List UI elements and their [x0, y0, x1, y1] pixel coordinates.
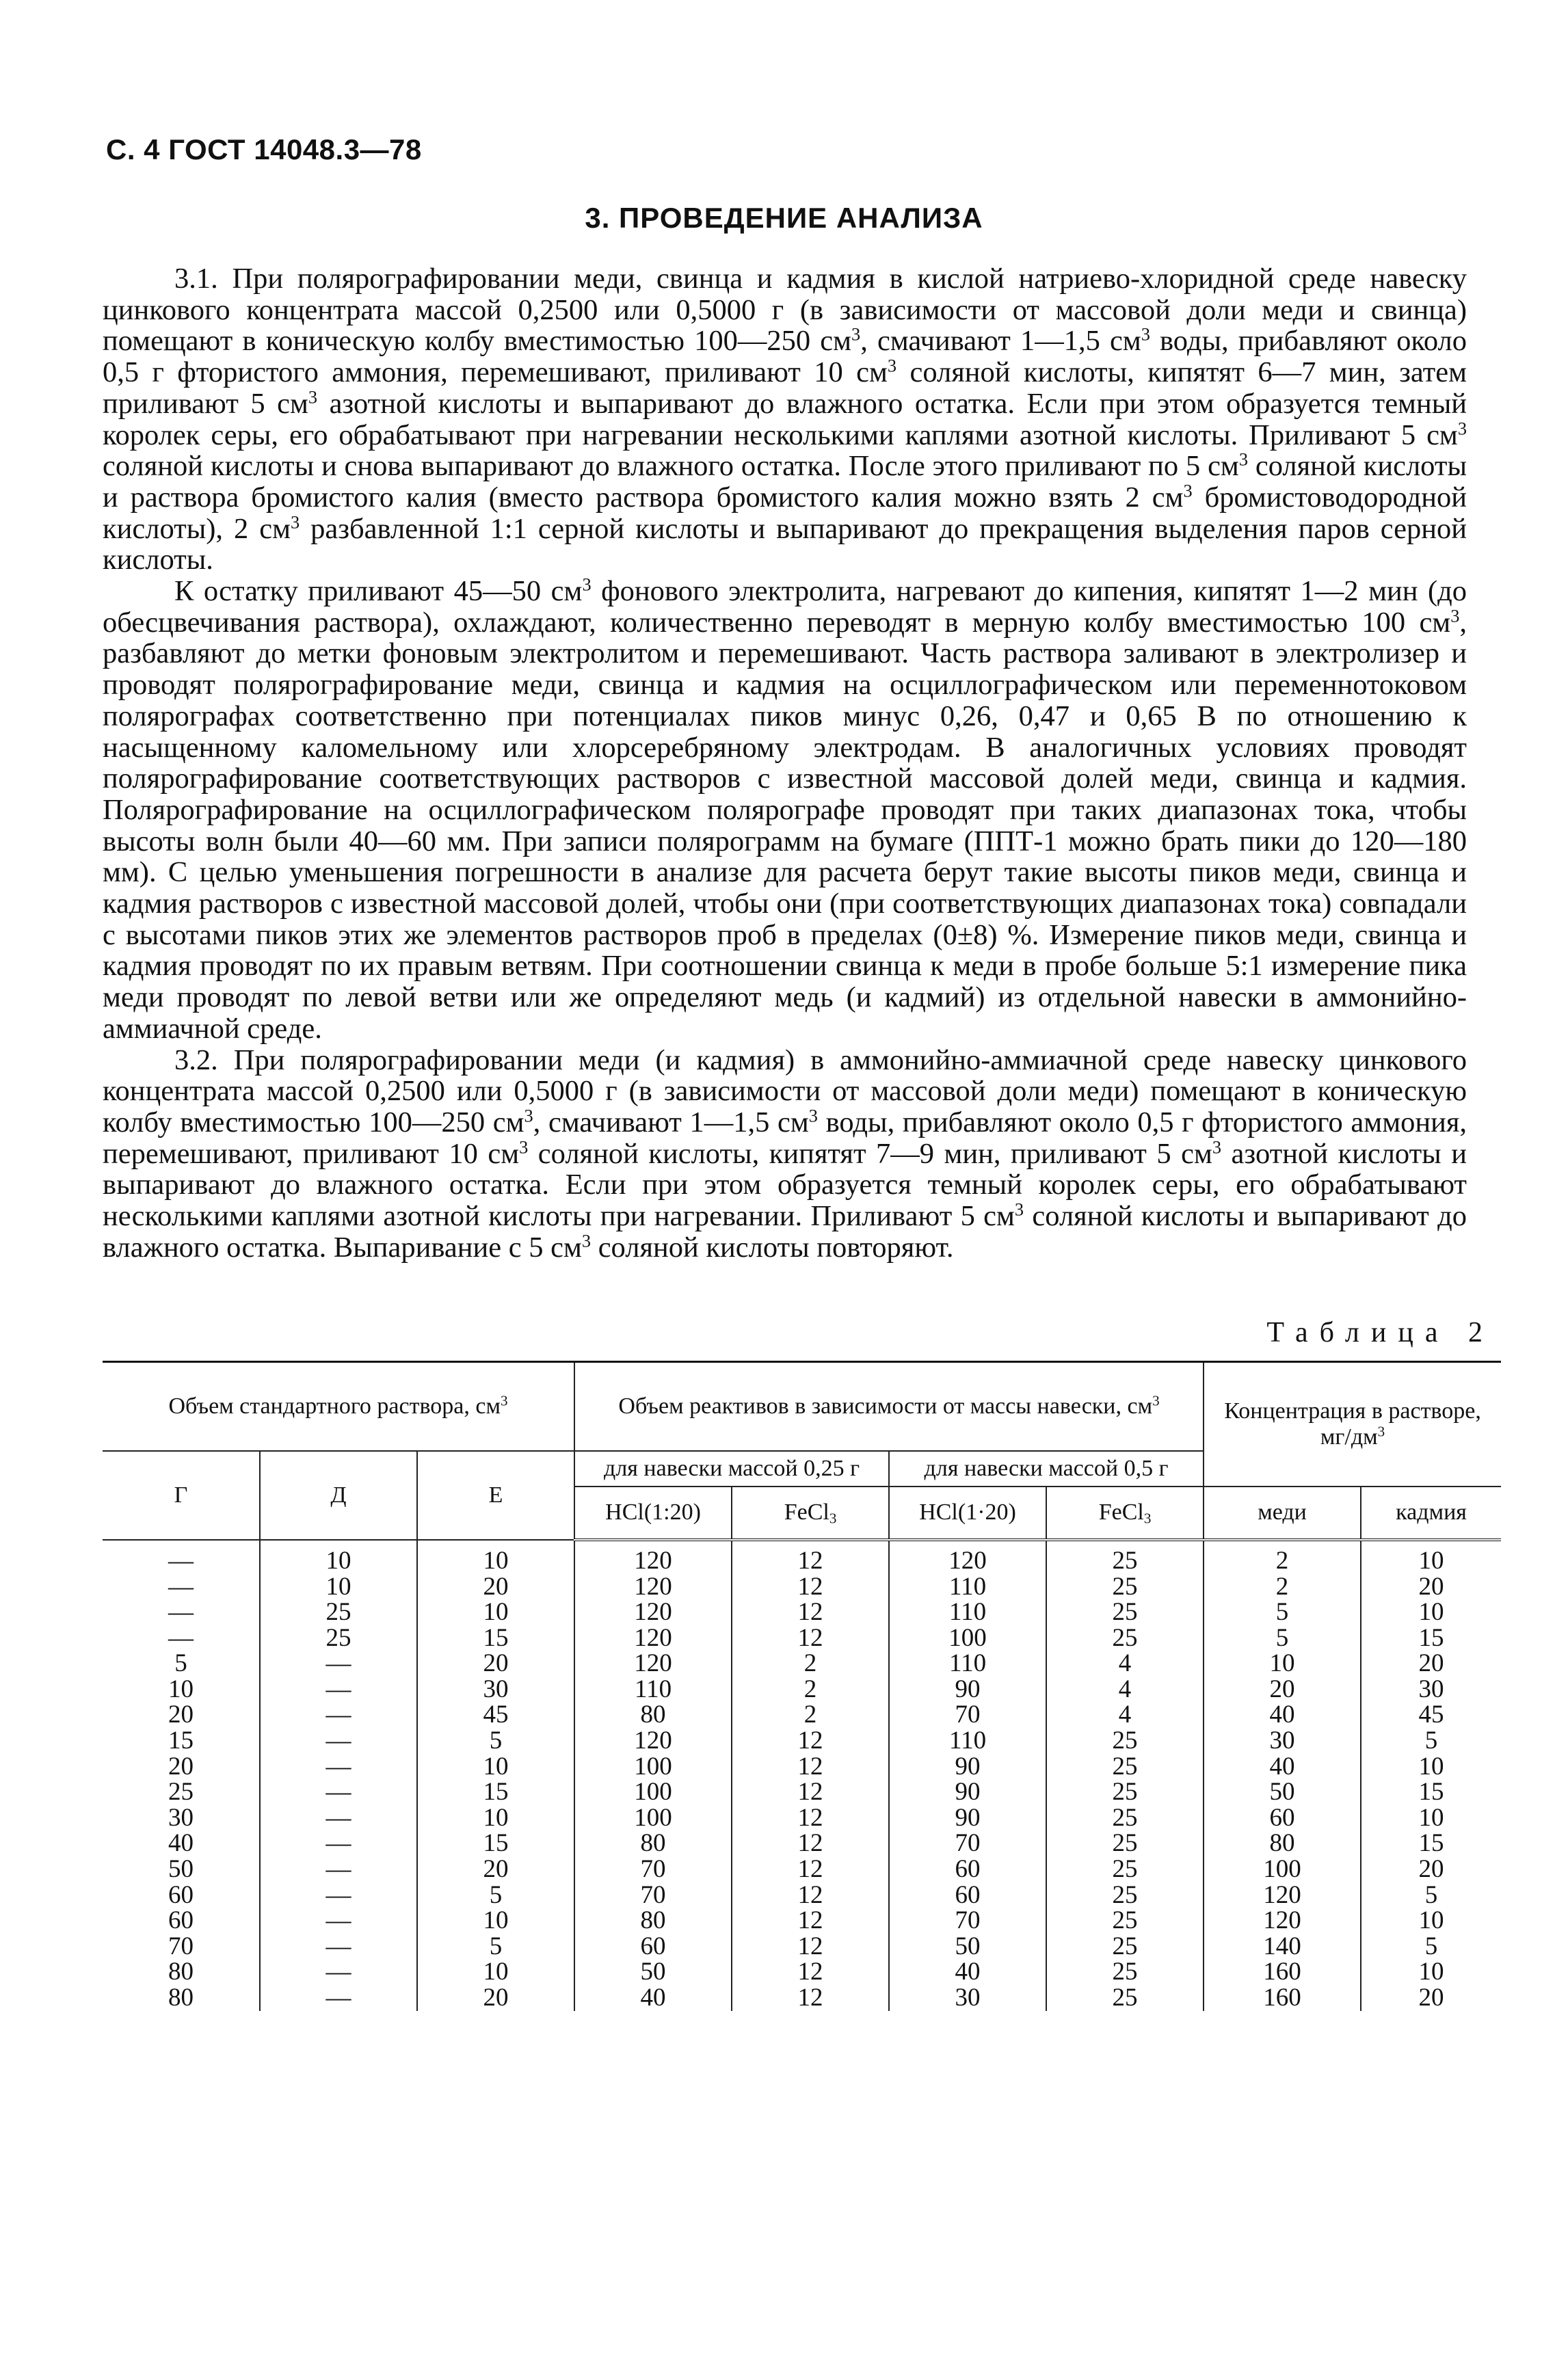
table-cell: 10 — [260, 1574, 417, 1600]
table-cell: 25 — [1046, 1728, 1204, 1754]
table-cell: 15 — [103, 1728, 260, 1754]
table-caption: Таблица 2 — [1266, 1317, 1494, 1348]
page-header: С. 4 ГОСТ 14048.3—78 — [106, 133, 422, 165]
table-cell: 80 — [574, 1702, 732, 1728]
table-cell: 10 — [1361, 1959, 1501, 1985]
table-cell: 70 — [574, 1882, 732, 1908]
table-cell: 12 — [732, 1779, 889, 1805]
table-cell: 5 — [417, 1882, 574, 1908]
table-cell: 25 — [1046, 1754, 1204, 1780]
table-cell: 70 — [889, 1702, 1046, 1728]
table-cell: 160 — [1204, 1985, 1361, 2011]
header-fecl3-025: FeCl$_3$ — [732, 1487, 889, 1540]
table-cell: 5 — [1361, 1882, 1501, 1908]
table-cell: 20 — [103, 1702, 260, 1728]
table-cell: 45 — [1361, 1702, 1501, 1728]
table-cell: 5 — [1361, 1934, 1501, 1960]
table-row — [103, 1959, 1501, 1985]
table-cell: 25 — [1046, 1574, 1204, 1600]
table-cell: 25 — [260, 1599, 417, 1625]
table-cell: 25 — [1046, 1540, 1204, 1574]
table-row — [103, 1754, 1501, 1780]
table-cell: 12 — [732, 1908, 889, 1934]
table-cell: 15 — [417, 1830, 574, 1856]
table-cell: 12 — [732, 1599, 889, 1625]
table-cell: — — [260, 1856, 417, 1882]
table-cell: 12 — [732, 1754, 889, 1780]
body-text — [103, 263, 1467, 1264]
paragraph-3-1: 3.1. При полярографировании меди, свинца и кадмия в кислой натриево-хлоридной среде навеску цинкового концентрата массой 0,2500 или 0,5000 г (в зависимости от массовой доли меди и свинца) помещают в коническую колбу вместимостью 100—250 $см^3$, смачивают 1—1,5 $см^3$ воды, прибавляют около 0,5 г фтористого аммония, перемешивают, приливают 10 $см^3$ соляной кислоты, кипятят 6—7 мин, затем приливают 5 $см^3$ азотной кислоты и выпаривают до влажного остатка. Если при этом образуется темный королек серы, его обрабатывают при нагревании несколькими каплями азотной кислоты. Приливают 5 $см^3$ соляной кислоты и снова выпаривают до влажного остатка. После этого приливают по 5 $см^3$ соляной кислоты и раствора бромистого калия (вместо раствора бромистого калия можно взять 2 $см^3$ бромистоводородной кислоты), 2 $см^3$ разбавленной 1:1 серной кислоты и выпаривают до прекращения выделения паров серной кислоты. — [103, 263, 1467, 576]
table-cell: — — [260, 1805, 417, 1831]
paragraph-3-2: 3.2. При полярографировании меди (и кадмия) в аммонийно-аммиачной среде навеску цинкового концентрата массой 0,2500 или 0,5000 г (в зависимости от массовой доли меди) помещают в коническую колбу вместимостью 100—250 $см^3$, смачивают 1—1,5 $см^3$ воды, прибавляют около 0,5 г фтористого аммония, перемешивают, приливают 10 $см^3$ соляной кислоты, кипятят 7—9 мин, приливают 5 $см^3$ азотной кислоты и выпаривают до влажного остатка. Если при этом образуется темный королек серы, его обрабатывают несколькими каплями азотной кислоты при нагревании. Приливают 5 $см^3$ соляной кислоты и выпаривают до влажного остатка. Выпаривание с 5 $см^3$ соляной кислоты повторяют. — [103, 1043, 1467, 1264]
table-cell: 110 — [889, 1574, 1046, 1600]
table-cell: 25 — [1046, 1882, 1204, 1908]
table-cell: 25 — [1046, 1830, 1204, 1856]
header-hcl-025: HCl(1:20) — [574, 1487, 732, 1540]
table-cell: 25 — [1046, 1805, 1204, 1831]
table-cell: 25 — [1046, 1985, 1204, 2011]
table-cell: 50 — [1204, 1779, 1361, 1805]
table-cell: 80 — [1204, 1830, 1361, 1856]
table-row — [103, 1934, 1501, 1960]
table-cell: 120 — [1204, 1882, 1361, 1908]
table-cell: 12 — [732, 1882, 889, 1908]
table-cell: 50 — [574, 1959, 732, 1985]
table-cell: — — [260, 1702, 417, 1728]
table-row — [103, 1882, 1501, 1908]
table-cell: 70 — [889, 1908, 1046, 1934]
header-reagent-volume: Объем реактивов в зависимости от массы навески, $см^3$ — [574, 1362, 1204, 1451]
header-col-e: Е — [417, 1451, 574, 1540]
table-cell: 100 — [889, 1625, 1046, 1651]
table-cell: 40 — [574, 1985, 732, 2011]
table-cell: 2 — [1204, 1574, 1361, 1600]
data-table — [103, 1361, 1501, 2011]
table-row — [103, 1677, 1501, 1703]
table-cell: 20 — [1361, 1856, 1501, 1882]
table-cell: 90 — [889, 1805, 1046, 1831]
table-cell: 10 — [417, 1908, 574, 1934]
table-cell: 20 — [417, 1574, 574, 1600]
table-cell: 60 — [103, 1908, 260, 1934]
table-cell: 110 — [889, 1599, 1046, 1625]
table-row — [103, 1830, 1501, 1856]
table-cell: 2 — [732, 1677, 889, 1703]
table-cell: 100 — [574, 1779, 732, 1805]
table-cell: 45 — [417, 1702, 574, 1728]
table-cell: 120 — [574, 1728, 732, 1754]
header-fecl3-05: FeCl$_3$ — [1046, 1487, 1204, 1540]
table-cell: 10 — [417, 1959, 574, 1985]
table-cell: 12 — [732, 1985, 889, 2011]
table-cell: 120 — [574, 1574, 732, 1600]
table-cell: 15 — [1361, 1830, 1501, 1856]
table-cell: 120 — [889, 1540, 1046, 1574]
table-cell: 70 — [103, 1934, 260, 1960]
table-cell: — — [260, 1882, 417, 1908]
table-cell: 5 — [1204, 1625, 1361, 1651]
table-cell: — — [260, 1779, 417, 1805]
table-cell: 15 — [1361, 1625, 1501, 1651]
table-cell: 20 — [1361, 1574, 1501, 1600]
table-cell: 25 — [103, 1779, 260, 1805]
table-cell: 120 — [574, 1599, 732, 1625]
table-row — [103, 1625, 1501, 1651]
table-cell: 12 — [732, 1805, 889, 1831]
header-col-g: Г — [103, 1451, 260, 1540]
table-cell: 40 — [103, 1830, 260, 1856]
table-cell: 20 — [103, 1754, 260, 1780]
table-cell: — — [260, 1677, 417, 1703]
table-cell: 120 — [574, 1625, 732, 1651]
table-cell: — — [260, 1985, 417, 2011]
table-row — [103, 1574, 1501, 1600]
table-cell: 110 — [889, 1728, 1046, 1754]
table-cell: 25 — [1046, 1625, 1204, 1651]
table-cell: 25 — [1046, 1908, 1204, 1934]
table-row — [103, 1540, 1501, 1574]
table-cell: 110 — [574, 1677, 732, 1703]
table-cell: 40 — [889, 1959, 1046, 1985]
table-cell: 30 — [889, 1985, 1046, 2011]
table-cell: 10 — [260, 1540, 417, 1574]
table-cell: 12 — [732, 1934, 889, 1960]
table-cell: 90 — [889, 1779, 1046, 1805]
table-cell: 5 — [417, 1728, 574, 1754]
table-row — [103, 1651, 1501, 1677]
table-cell: 160 — [1204, 1959, 1361, 1985]
table-cell: 30 — [1361, 1677, 1501, 1703]
table-row — [103, 1908, 1501, 1934]
table-cell: 4 — [1046, 1702, 1204, 1728]
table-cell: 4 — [1046, 1677, 1204, 1703]
table-cell: — — [103, 1574, 260, 1600]
table-cell: — — [260, 1754, 417, 1780]
table-cell: 50 — [103, 1856, 260, 1882]
table-cell: 15 — [417, 1625, 574, 1651]
table-cell: 20 — [1361, 1651, 1501, 1677]
table-cell: 25 — [1046, 1856, 1204, 1882]
table-cell: 12 — [732, 1574, 889, 1600]
table-cell: — — [260, 1728, 417, 1754]
table-cell: 20 — [417, 1985, 574, 2011]
table-cell: 80 — [103, 1985, 260, 2011]
table-cell: 100 — [1204, 1856, 1361, 1882]
header-mass-025: для навески массой 0,25 г — [574, 1451, 889, 1487]
table-cell: 140 — [1204, 1934, 1361, 1960]
table-cell: 80 — [574, 1830, 732, 1856]
table-cell: 10 — [417, 1805, 574, 1831]
table-cell: 10 — [1361, 1754, 1501, 1780]
table-cell: 10 — [417, 1540, 574, 1574]
table-cell: 60 — [574, 1934, 732, 1960]
table-cell: 100 — [574, 1805, 732, 1831]
table-cell: 30 — [1204, 1728, 1361, 1754]
table-row — [103, 1702, 1501, 1728]
table-cell: 80 — [103, 1959, 260, 1985]
table-cell: 5 — [103, 1651, 260, 1677]
table-row — [103, 1856, 1501, 1882]
table-cell: 10 — [417, 1599, 574, 1625]
header-concentration: Концентрация в растворе, $мг/дм^3$ — [1204, 1362, 1501, 1487]
table-cell: 20 — [1204, 1677, 1361, 1703]
table-cell: — — [260, 1830, 417, 1856]
section-heading: 3. ПРОВЕДЕНИЕ АНАЛИЗА — [585, 202, 983, 234]
table-cell: 4 — [1046, 1651, 1204, 1677]
table-cell: 10 — [1361, 1908, 1501, 1934]
table-cell: — — [260, 1959, 417, 1985]
table-cell: 12 — [732, 1856, 889, 1882]
table-cell: 90 — [889, 1754, 1046, 1780]
table-cell: 25 — [260, 1625, 417, 1651]
header-std-volume: Объем стандартного раствора, $см^3$ — [103, 1362, 574, 1451]
table-cell: 2 — [732, 1702, 889, 1728]
table-cell: 25 — [1046, 1934, 1204, 1960]
table-cell: 10 — [417, 1754, 574, 1780]
table-cell: 2 — [732, 1651, 889, 1677]
table-cell: 60 — [1204, 1805, 1361, 1831]
table-cell: 12 — [732, 1959, 889, 1985]
table-cell: — — [260, 1651, 417, 1677]
table-2 — [103, 1361, 1501, 2011]
table-cell: 12 — [732, 1540, 889, 1574]
table-cell: 110 — [889, 1651, 1046, 1677]
table-cell: 12 — [732, 1625, 889, 1651]
table-cell: 120 — [574, 1540, 732, 1574]
table-cell: 10 — [103, 1677, 260, 1703]
table-cell: 5 — [1361, 1728, 1501, 1754]
table-cell: — — [260, 1934, 417, 1960]
table-cell: — — [103, 1599, 260, 1625]
header-cadmium: кадмия — [1361, 1487, 1501, 1540]
header-hcl-05: HCl(1·20) — [889, 1487, 1046, 1540]
table-cell: 25 — [1046, 1959, 1204, 1985]
table-cell: 70 — [574, 1856, 732, 1882]
table-cell: 10 — [1361, 1599, 1501, 1625]
table-cell: 20 — [417, 1651, 574, 1677]
table-cell: 5 — [417, 1934, 574, 1960]
table-cell: — — [103, 1625, 260, 1651]
header-mass-05: для навески массой 0,5 г — [889, 1451, 1204, 1487]
table-cell: 60 — [103, 1882, 260, 1908]
table-cell: 10 — [1361, 1805, 1501, 1831]
table-cell: 70 — [889, 1830, 1046, 1856]
table-body — [103, 1540, 1501, 2011]
header-col-d: Д — [260, 1451, 417, 1540]
table-cell: 120 — [1204, 1908, 1361, 1934]
table-cell: 60 — [889, 1856, 1046, 1882]
table-cell: 5 — [1204, 1599, 1361, 1625]
table-cell: 100 — [574, 1754, 732, 1780]
table-cell: 40 — [1204, 1754, 1361, 1780]
table-cell: — — [103, 1540, 260, 1574]
table-cell: 2 — [1204, 1540, 1361, 1574]
table-row — [103, 1985, 1501, 2011]
table-cell: 20 — [417, 1856, 574, 1882]
table-cell: — — [260, 1908, 417, 1934]
table-row — [103, 1805, 1501, 1831]
table-cell: 15 — [417, 1779, 574, 1805]
table-cell: 30 — [103, 1805, 260, 1831]
paragraph-residue: К остатку приливают 45—50 $см^3$ фонового электролита, нагревают до кипения, кипятят 1—2 мин (до обесцвечивания раствора), охлаждают, количественно переводят в мерную колбу вместимостью 100 $см^3$, разбавляют до метки фоновым электролитом и перемешивают. Часть раствора заливают в электролизер и проводят полярографирование меди, свинца и кадмия на осциллографическом или переменнотоковом полярографах соответственно при потенциалах пиков минус 0,26, 0,47 и 0,65 В по отношению к насыщенному каломельному или хлорсеребряному электродам. В аналогичных условиях проводят полярографирование соответствующих растворов с известной массовой долей меди, свинца и кадмия. Полярографирование на осциллографическом полярографе проводят при таких диапазонах тока, чтобы высоты волн были 40—60 мм. При записи полярограмм на бумаге (ППТ-1 можно брать пики до 120—180 мм). С целью уменьшения погрешности в анализе для расчета берут такие высоты пиков меди, свинца и кадмия растворов с известной массовой долей, чтобы они (при соответствующих диапазонах тока) совпадали с высотами пиков этих же элементов растворов проб в пределах (0±8) %. Измерение пиков меди, свинца и кадмия проводят по их правым ветвям. При соотношении свинца к меди в пробе больше 5:1 измерение пика меди проводят по левой ветви или же определяют медь (и кадмий) из отдельной навески в аммонийно-аммиачной среде. — [103, 574, 1467, 1045]
table-cell: 12 — [732, 1830, 889, 1856]
table-cell: 25 — [1046, 1779, 1204, 1805]
table-cell: 12 — [732, 1728, 889, 1754]
table-cell: 25 — [1046, 1599, 1204, 1625]
table-row — [103, 1779, 1501, 1805]
table-row — [103, 1728, 1501, 1754]
table-cell: 50 — [889, 1934, 1046, 1960]
table-cell: 30 — [417, 1677, 574, 1703]
table-cell: 80 — [574, 1908, 732, 1934]
table-cell: 60 — [889, 1882, 1046, 1908]
header-copper: меди — [1204, 1487, 1361, 1540]
table-cell: 10 — [1204, 1651, 1361, 1677]
table-row — [103, 1599, 1501, 1625]
table-cell: 15 — [1361, 1779, 1501, 1805]
table-cell: 20 — [1361, 1985, 1501, 2011]
table-cell: 10 — [1361, 1540, 1501, 1574]
table-cell: 40 — [1204, 1702, 1361, 1728]
table-cell: 120 — [574, 1651, 732, 1677]
table-cell: 90 — [889, 1677, 1046, 1703]
